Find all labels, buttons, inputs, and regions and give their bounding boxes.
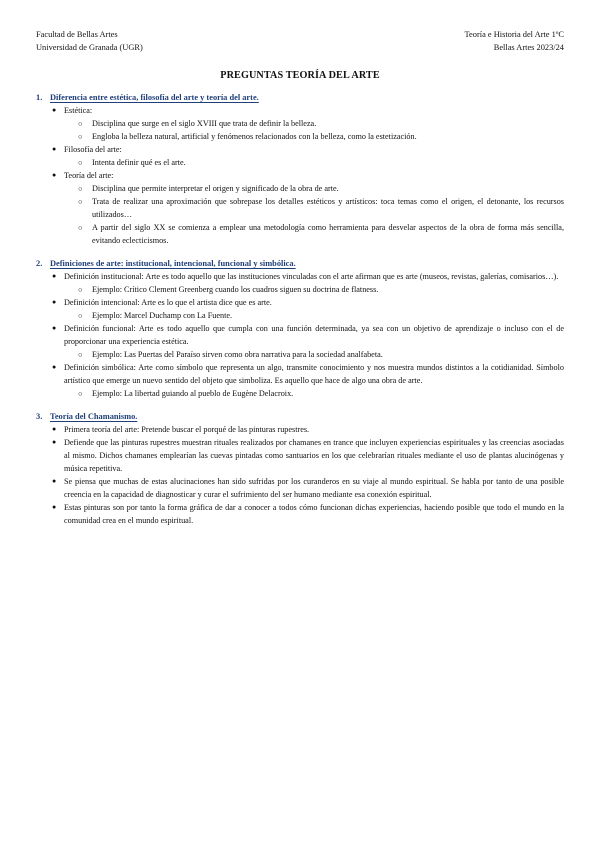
sub-list <box>64 348 564 361</box>
sub-list-item <box>78 182 564 195</box>
sub-list-item <box>78 156 564 169</box>
filled-bullet-icon: ● <box>52 363 57 371</box>
sub-list-item <box>78 130 564 143</box>
header-right <box>465 28 564 54</box>
hollow-bullet-icon: ○ <box>78 350 83 359</box>
bullet-list <box>36 104 564 247</box>
list-item-text: Defiende que las pinturas rupestres muestran rituales realizados por chamanes en trance que incluyen experiencias espirituales y las creencias asociadas al mismo. Dichos chamanes emplearían las cuevas pintadas como santuarios en los que celebrarían rituales mediante el uso de plantas alucinógenas y música repetitiva. <box>64 438 564 473</box>
filled-bullet-icon: ● <box>52 145 57 153</box>
faculty-name: Facultad de Bellas Artes <box>36 30 118 39</box>
document-title: PREGUNTAS TEORÍA DEL ARTE <box>220 70 380 81</box>
list-item <box>52 169 564 247</box>
list-item-text: Definición institucional: Arte es todo aquello que las instituciones vinculadas con el arte afirman que es arte (museos, revistas, galerías, comisarios…). <box>64 272 559 281</box>
sub-list <box>64 156 564 169</box>
section-number: 1. <box>36 93 43 102</box>
document-page <box>36 28 564 537</box>
sub-list <box>64 387 564 400</box>
filled-bullet-icon: ● <box>52 438 57 446</box>
hollow-bullet-icon: ○ <box>78 184 83 193</box>
section-2 <box>36 257 564 400</box>
sub-list-item <box>78 309 564 322</box>
sub-list-item-text: A partir del siglo XX se comienza a emplear una metodología como herramienta para desvelar aspectos de la obra de forma más sencilla, evitando eclecticismos. <box>92 223 564 245</box>
course-name: Teoría e Historia del Arte 1ºC <box>464 30 564 39</box>
list-item-text: Definición funcional: Arte es todo aquello que cumpla con una función determinada, ya sea con un objetivo de aprendizaje o incluso con el de proporcionar una experiencia estética. <box>64 324 564 346</box>
sub-list-item-text: Disciplina que permite interpretar el origen y significado de la obra de arte. <box>92 184 339 193</box>
list-item-text: Teoría del arte: <box>64 171 114 180</box>
list-item <box>52 270 564 296</box>
sub-list-item-text: Intenta definir qué es el arte. <box>92 158 186 167</box>
sub-list-item <box>78 195 564 221</box>
filled-bullet-icon: ● <box>52 272 57 280</box>
list-item <box>52 475 564 501</box>
sub-list-item-text: Ejemplo: Marcel Duchamp con La Fuente. <box>92 311 233 320</box>
sub-list-item <box>78 387 564 400</box>
hollow-bullet-icon: ○ <box>78 285 83 294</box>
section-title: Diferencia entre estética, filosofía del arte y teoría del arte. <box>50 93 259 102</box>
sub-list-item-text: Trata de realizar una aproximación que sobrepase los detalles estéticos y artísticos: toca temas como el origen, el detonante, los recursos utilizados… <box>92 197 564 219</box>
filled-bullet-icon: ● <box>52 503 57 511</box>
sub-list-item-text: Disciplina que surge en el siglo XVIII que trata de definir la belleza. <box>92 119 317 128</box>
sub-list-item <box>78 283 564 296</box>
filled-bullet-icon: ● <box>52 477 57 485</box>
list-item-text: Filosofía del arte: <box>64 145 122 154</box>
section-title: Definiciones de arte: institucional, intencional, funcional y simbólica. <box>50 259 296 268</box>
section-number: 3. <box>36 412 43 421</box>
list-item-text: Primera teoría del arte: Pretende buscar el porqué de las pinturas rupestres. <box>64 425 310 434</box>
filled-bullet-icon: ● <box>52 171 57 179</box>
sub-list-item <box>78 117 564 130</box>
filled-bullet-icon: ● <box>52 106 57 114</box>
sub-list-item-text: Ejemplo: Crítico Clement Greenberg cuando los cuadros siguen su doctrina de flatness. <box>92 285 379 294</box>
degree-year: Bellas Artes 2023/24 <box>493 43 564 52</box>
bullet-list <box>36 270 564 400</box>
hollow-bullet-icon: ○ <box>78 197 83 206</box>
list-item-text: Se piensa que muchas de estas alucinaciones han sido sufridas por los curanderos en su viaje al mundo espiritual. Se habla por tanto de una posible creencia en la capacidad de diagnosticar y curar el sufrimiento del ser humano mediante esa conexión espiritual. <box>64 477 564 499</box>
sub-list-item-text: Ejemplo: La libertad guiando al pueblo de Eugène Delacroix. <box>92 389 294 398</box>
list-item <box>52 423 564 436</box>
sub-list <box>64 117 564 143</box>
page-header <box>36 28 564 54</box>
sub-list <box>64 182 564 247</box>
list-item <box>52 436 564 475</box>
list-item <box>52 296 564 322</box>
section-title: Teoría del Chamanismo. <box>50 412 138 421</box>
section-number: 2. <box>36 259 43 268</box>
hollow-bullet-icon: ○ <box>78 389 83 398</box>
sub-list-item <box>78 221 564 247</box>
list-item <box>52 322 564 361</box>
hollow-bullet-icon: ○ <box>78 132 83 141</box>
list-item <box>52 104 564 143</box>
university-name: Universidad de Granada (UGR) <box>36 43 143 52</box>
hollow-bullet-icon: ○ <box>78 311 83 320</box>
sub-list <box>64 309 564 322</box>
list-item <box>52 143 564 169</box>
section-1 <box>36 91 564 247</box>
list-item-text: Estética: <box>64 106 93 115</box>
hollow-bullet-icon: ○ <box>78 119 83 128</box>
hollow-bullet-icon: ○ <box>78 158 83 167</box>
sub-list-item <box>78 348 564 361</box>
section-heading <box>36 410 564 423</box>
section-heading <box>36 257 564 270</box>
filled-bullet-icon: ● <box>52 324 57 332</box>
list-item-text: Definición simbólica: Arte como símbolo que representa un algo, transmite conocimiento y nos muestra mundos distintos a la cotidianidad. Símbolo artístico que emerge un nuevo sentido del objeto que simboliza. Es aquello que hace de algo una obra de arte. <box>64 363 564 385</box>
list-item-text: Definición intencional: Arte es lo que el artista dice que es arte. <box>64 298 272 307</box>
filled-bullet-icon: ● <box>52 425 57 433</box>
hollow-bullet-icon: ○ <box>78 223 83 232</box>
bullet-list <box>36 423 564 527</box>
list-item <box>52 361 564 400</box>
sub-list <box>64 283 564 296</box>
sub-list-item-text: Ejemplo: Las Puertas del Paraíso sirven como obra narrativa para la sociedad analfabeta. <box>92 350 383 359</box>
filled-bullet-icon: ● <box>52 298 57 306</box>
list-item-text: Estas pinturas son por tanto la forma gráfica de dar a conocer a todos cómo funcionan dichas experiencias, haciendo posible que todo el mundo en la comunidad crea en el mundo espiritual. <box>64 503 564 525</box>
header-left <box>36 28 143 54</box>
sub-list-item-text: Engloba la belleza natural, artificial y fenómenos relacionados con la belleza, como la estetización. <box>92 132 417 141</box>
section-heading <box>36 91 564 104</box>
list-item <box>52 501 564 527</box>
section-3 <box>36 410 564 527</box>
